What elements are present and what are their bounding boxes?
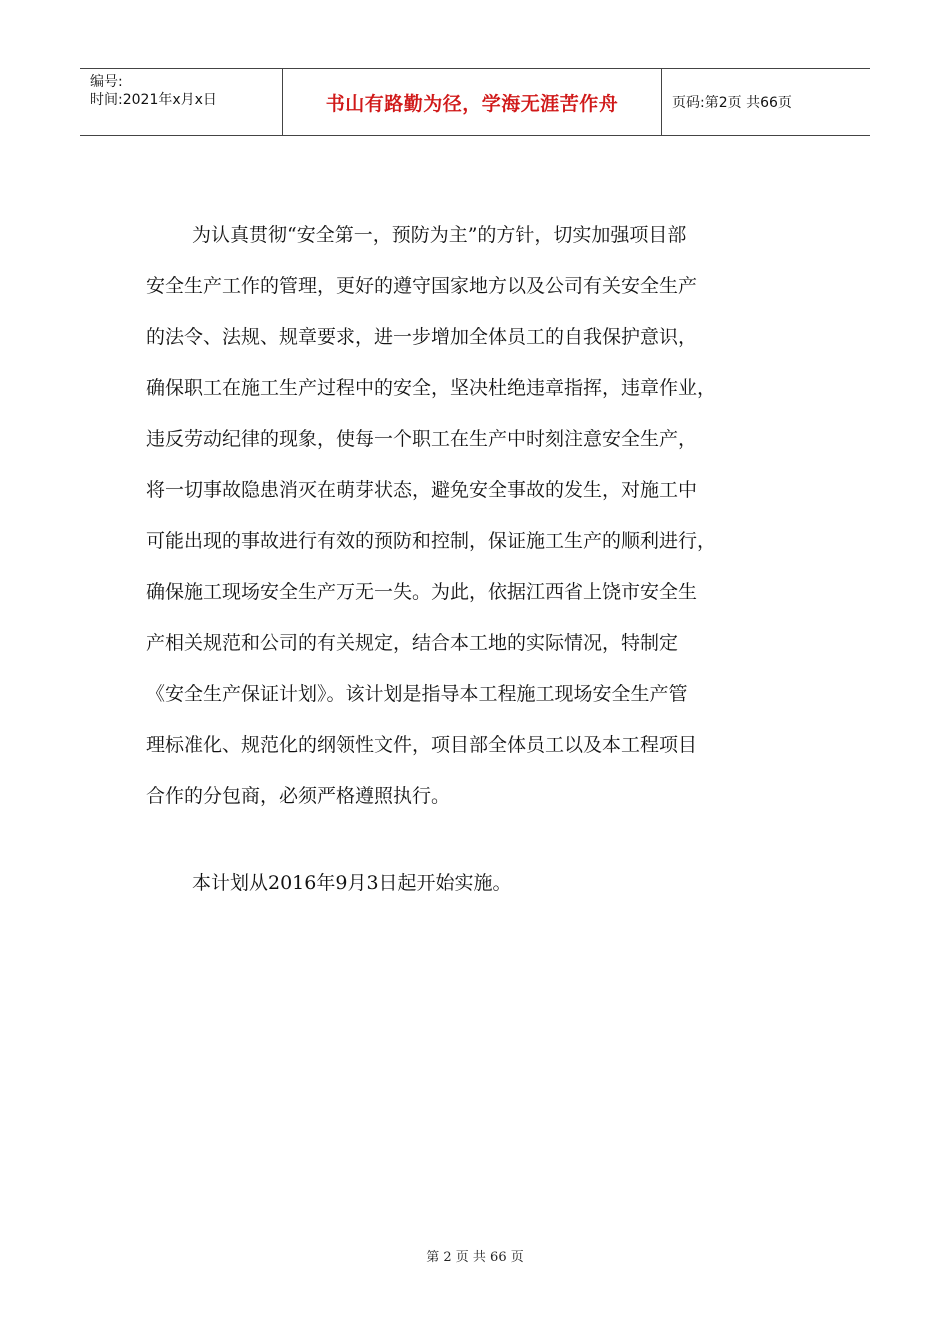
body-line: 违反劳动纪律的现象，使每一个职工在生产中时刻注意安全生产， [146,428,698,450]
page-header [80,68,870,136]
header-motto: 书山有路勤为径，学海无涯苦作舟 [282,69,662,135]
body-line: 确保职工在施工生产过程中的安全，坚决杜绝违章指挥，违章作业， [146,377,717,399]
body-line: 产相关规范和公司的有关规定，结合本工地的实际情况，特制定 [146,632,679,654]
body-line: 的法令、法规、规章要求，进一步增加全体员工的自我保护意识， [146,326,698,348]
body-line: 安全生产工作的管理，更好的遵守国家地方以及公司有关安全生产 [146,275,698,297]
time-label: 时间:2021年x月x日 [90,92,217,108]
header-meta [80,69,282,135]
body-line: 将一切事故隐患消灭在萌芽状态，避免安全事故的发生，对施工中 [146,479,698,501]
body-line: 为认真贯彻“安全第一，预防为主”的方针，切实加强项目部 [192,224,687,246]
body-line: 合作的分包商，必须严格遵照执行。 [146,785,451,807]
header-page-info: 页码:第2页 共66页 [672,95,792,111]
body-line: 可能出现的事故进行有效的预防和控制，保证施工生产的顺利进行， [146,530,717,552]
body-line: 《安全生产保证计划》。该计划是指导本工程施工现场安全生产管 [146,683,688,705]
number-label: 编号: [90,74,123,90]
closing-statement: 本计划从2016年9月3日起开始实施。 [192,872,512,894]
body-line: 理标准化、规范化的纲领性文件，项目部全体员工以及本工程项目 [146,734,698,756]
page-footer: 第 2 页 共 66 页 [426,1250,524,1265]
body-paragraph [146,210,832,822]
body-line: 确保施工现场安全生产万无一失。为此，依据江西省上饶市安全生 [146,581,698,603]
